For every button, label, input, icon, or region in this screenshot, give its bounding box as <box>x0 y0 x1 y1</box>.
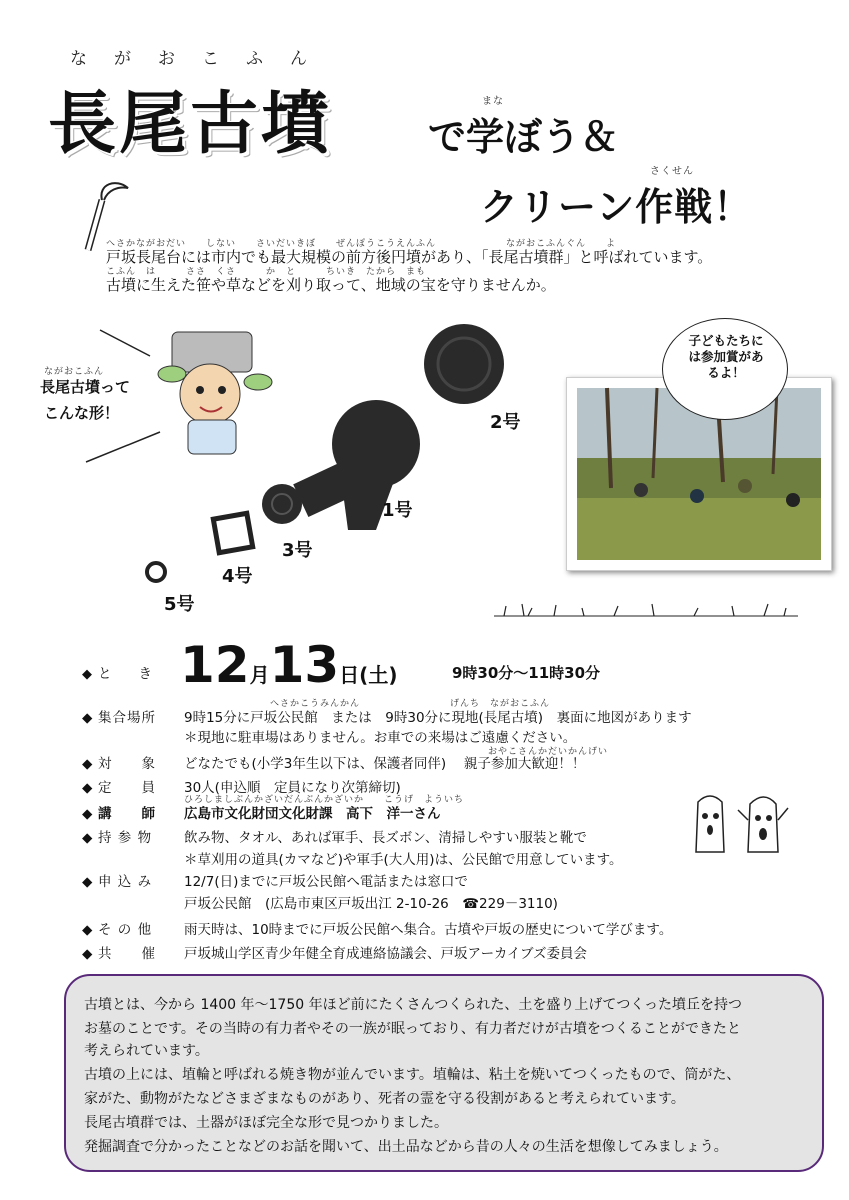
mound-label-2: 2号 <box>490 412 521 433</box>
info-row-target: ◆ 対 象 どなたでも(小学3年生以下は、保護者同伴) 親子参加大歓迎！！ <box>82 752 585 772</box>
mound-map <box>140 320 540 620</box>
date-row: ◆ と き <box>82 662 176 682</box>
callout-line-2: こんな形！ <box>44 404 120 422</box>
row-ruby-target: おやこさんかだいかんげい <box>488 747 609 757</box>
explanation-line-2: お墓のことです。その当時の有力者やその一族が眠っており、有力者だけが古墳をつくることができたと <box>84 1021 741 1037</box>
page-subtitle-1: で学ぼう＆ <box>428 115 619 159</box>
explanation-line-7: 発掘調査で分かったことなどのお話を聞いて、出土品などから昔の人々の生活を想像してみましょう。 <box>84 1139 728 1155</box>
info-label-items: 持 参 物 <box>98 830 153 846</box>
info-label-target: 対 象 <box>98 756 156 772</box>
speech-bubble-text: 子どもたちには参加賞があるよ！ <box>688 333 764 380</box>
explanation-line-3: 考えられています。 <box>84 1043 209 1059</box>
info-text-host: 戸坂城山学区青少年健全育成連絡協議会、戸坂アーカイブズ委員会 <box>184 946 587 962</box>
info-row-items: ◆ 持 参 物 飲み物、タオル、あれば軍手、長ズボン、清掃しやすい服装と靴で <box>82 826 587 846</box>
explanation-line-1: 古墳とは、今から 1400 年～1750 年ほど前にたくさんつくられた、土を盛り上げてつくった墳丘を持つ <box>84 997 743 1013</box>
info-label-apply: 申 込 み <box>98 874 153 890</box>
callout-ruby: ながおこふん <box>44 367 105 377</box>
info-label-lecturer: 講 師 <box>98 806 156 822</box>
info-label-capacity: 定 員 <box>98 780 156 796</box>
explanation-line-4: 古墳の上には、埴輪と呼ばれる焼き物が並んでいます。埴輪は、粘土を焼いてつくったもので、筒がた、 <box>84 1067 741 1083</box>
mound-label-4: 4号 <box>222 566 253 587</box>
row-ruby-lecturer: ひろしましぶんかざいだんぶんかざいか こうげ よういち <box>184 795 465 805</box>
mound-label-3: 3号 <box>282 540 313 561</box>
page-subtitle-2: クリーン作戦！ <box>480 185 753 229</box>
contact-info: 戸坂公民館 (広島市東区戸坂出江 2-10-26 ☎229－3110) <box>184 896 558 912</box>
title-sub2-ruby: さくせん <box>650 166 694 177</box>
info-text-items: 飲み物、タオル、あれば軍手、長ズボン、清掃しやすい服装と靴で <box>184 830 587 846</box>
row-ruby-venue: へさかこうみんかん げんち ながおこふん <box>270 699 551 709</box>
info-text-apply: 12/7(日)までに戸坂公民館へ電話または窓口で <box>184 874 468 890</box>
info-row-venue: ◆ 集合場所 9時15分に戸坂公民館 または 9時30分に現地(長尾古墳) 裏面に地図があります <box>82 706 692 726</box>
info-label-venue: 集合場所 <box>98 710 156 726</box>
info-label-other: そ の 他 <box>98 922 153 938</box>
mound-label-1: 1号 <box>382 500 413 521</box>
info-label-host: 共 催 <box>98 946 156 962</box>
page-title: 長尾古墳 <box>48 85 333 164</box>
title-sub1-ruby: まな <box>482 96 504 107</box>
explanation-line-5: 家がた、動物がたなどさまざまなものがあり、死者の霊を守る役割があると考えられています。 <box>84 1091 685 1107</box>
info-text-venue: 9時15分に戸坂公民館 または 9時30分に現地(長尾古墳) 裏面に地図があります <box>184 710 692 726</box>
info-text-capacity: 30人(申込順 定員になり次第締切) <box>184 780 401 796</box>
intro-ruby-1: へさかながおだい しない さいだいきぼ ぜんぽうこうえんふん ながおこふんぐん よ <box>106 239 617 249</box>
info-row-other: ◆ そ の 他 雨天時は、10時までに戸坂公民館へ集合。古墳や戸坂の歴史について学びます。 <box>82 918 672 938</box>
intro-ruby-2: こふん は ささ くさ か と ちいき たから まも <box>106 267 427 277</box>
info-row-capacity: ◆ 定 員 30人(申込順 定員になり次第締切) <box>82 776 401 796</box>
date-label: と き <box>98 666 152 682</box>
note-parking: ＊現地に駐車場はありません。お車での来場はご遠慮ください。 <box>184 730 577 746</box>
title-ruby: ながおこふん <box>70 49 334 69</box>
info-row-apply: ◆ 申 込 み 12/7(日)までに戸坂公民館へ電話または窓口で <box>82 870 468 890</box>
info-text-lecturer: 広島市文化財団文化財課 高下 洋一さん <box>184 806 441 822</box>
haniwa-icon <box>688 790 798 856</box>
date-month-unit: 月 <box>249 663 270 687</box>
event-date <box>180 636 397 694</box>
info-row-lecturer: ◆ 講 師 広島市文化財団文化財課 高下 洋一さん <box>82 802 441 822</box>
info-text-target: どなたでも(小学3年生以下は、保護者同伴) 親子参加大歓迎！！ <box>184 756 586 772</box>
mound-label-5: 5号 <box>164 594 195 615</box>
event-time: 9時30分～11時30分 <box>452 664 601 682</box>
date-day-unit: 日(土) <box>339 663 398 687</box>
date-day-number: 13 <box>269 636 340 694</box>
intro-line-1: 戸坂長尾台には市内でも最大規模の前方後円墳があり、「長尾古墳群」と呼ばれています。 <box>106 248 713 266</box>
note-tools: ＊草刈用の道具(カマなど)や軍手(大人用)は、公民館で用意しています。 <box>184 852 623 868</box>
explanation-line-6: 長尾古墳群では、土器がほぼ完全な形で見つかりました。 <box>84 1115 448 1131</box>
info-row-host: ◆ 共 催 戸坂城山学区青少年健全育成連絡協議会、戸坂アーカイブズ委員会 <box>82 942 587 962</box>
info-text-other: 雨天時は、10時までに戸坂公民館へ集合。古墳や戸坂の歴史について学びます。 <box>184 922 673 938</box>
intro-line-2: 古墳に生えた笹や草などを刈り取って、地域の宝を守りませんか。 <box>106 276 556 294</box>
date-month-number: 12 <box>180 636 250 694</box>
callout-line-1: 長尾古墳って <box>40 378 131 396</box>
grass-decoration <box>494 600 798 620</box>
